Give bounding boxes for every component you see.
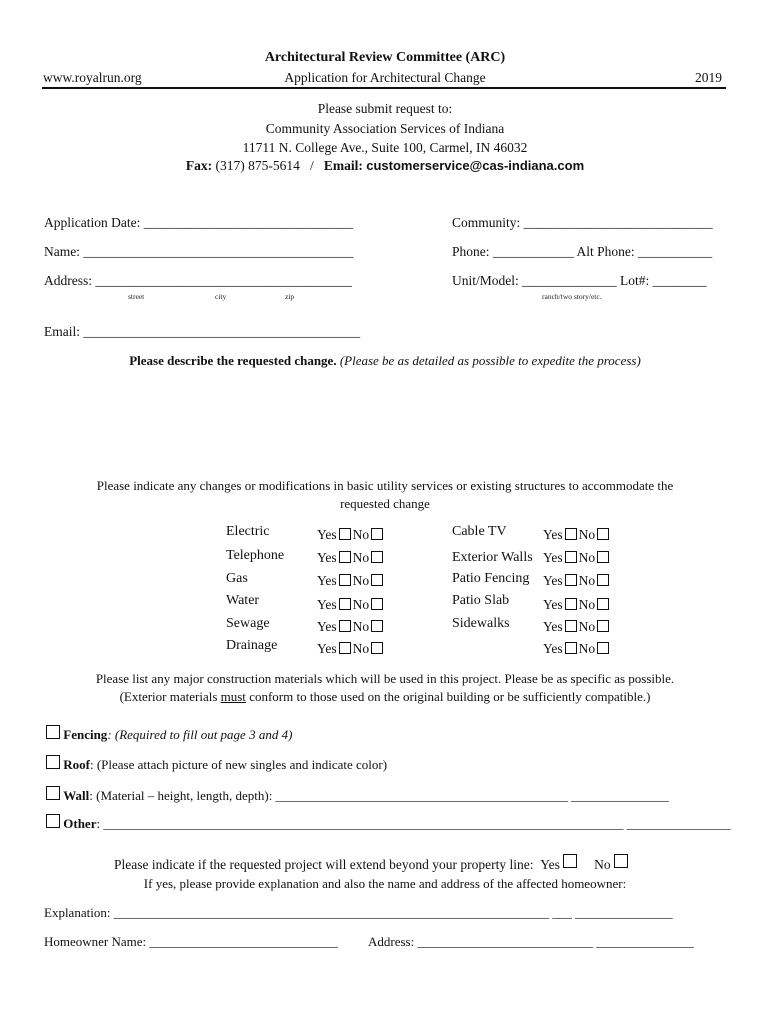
community-field[interactable]: Community: ____________________________ <box>452 215 713 230</box>
website: www.royalrun.org <box>43 70 142 85</box>
no-checkbox[interactable] <box>371 642 383 654</box>
yes-label: Yes <box>317 597 337 612</box>
no-checkbox[interactable] <box>597 551 609 563</box>
form-title: Architectural Review Committee (ARC) <box>264 50 506 65</box>
yes-checkbox[interactable] <box>339 620 351 632</box>
form-subtitle: Application for Architectural Change <box>284 70 486 85</box>
materials-line-2-post: conform to those used on the original building or be sufficiently compatible.) <box>245 689 651 704</box>
submit-line-2: Community Association Services of Indiana <box>265 121 505 136</box>
homeowner-address-field[interactable]: Address: ___________________________ _______________ <box>368 934 694 949</box>
fencing-label: Fencing <box>63 727 108 742</box>
wall-note[interactable]: : (Material – height, length, depth): _____________________________________________ _______________ <box>89 788 669 803</box>
roof-note: : (Please attach picture of new singles and indicate color) <box>89 757 388 772</box>
city-hint: city <box>215 292 227 301</box>
property-yes-checkbox[interactable] <box>563 854 577 868</box>
yes-label: Yes <box>317 527 337 542</box>
utility-right-yes-no <box>543 550 611 566</box>
no-label: No <box>352 619 370 634</box>
email-field[interactable]: Email: _________________________________________ <box>44 324 361 339</box>
no-checkbox[interactable] <box>597 642 609 654</box>
no-checkbox[interactable] <box>597 598 609 610</box>
fax-label: Fax: <box>185 158 213 173</box>
property-yes-label: Yes <box>540 857 560 872</box>
wall-label: Wall <box>63 788 90 803</box>
yes-checkbox[interactable] <box>565 528 577 540</box>
yes-label: Yes <box>317 619 337 634</box>
utility-right-label: Cable TV <box>452 524 507 539</box>
utility-left-yes-no <box>317 527 385 543</box>
fencing-note: : (Required to fill out page 3 and 4) <box>107 727 293 742</box>
roof-checkbox[interactable] <box>46 755 60 769</box>
fencing-checkbox[interactable] <box>46 725 60 739</box>
header-divider <box>42 87 726 89</box>
utility-left-yes-no <box>317 597 385 613</box>
utility-right-label: Patio Fencing <box>452 571 530 586</box>
contact-line <box>0 158 770 174</box>
yes-checkbox[interactable] <box>339 528 351 540</box>
other-label: Other <box>63 816 97 831</box>
yes-checkbox[interactable] <box>339 574 351 586</box>
zip-hint: zip <box>285 292 295 301</box>
yes-checkbox[interactable] <box>565 574 577 586</box>
yes-label: Yes <box>543 597 563 612</box>
yes-label: Yes <box>317 573 337 588</box>
yes-checkbox[interactable] <box>339 642 351 654</box>
no-label: No <box>352 597 370 612</box>
wall-checkbox[interactable] <box>46 786 60 800</box>
utility-left-yes-no <box>317 550 385 566</box>
yes-label: Yes <box>543 619 563 634</box>
yes-checkbox[interactable] <box>339 551 351 563</box>
no-label: No <box>352 550 370 565</box>
utility-left-yes-no <box>317 641 385 657</box>
utility-left-label: Telephone <box>226 548 285 563</box>
no-label: No <box>352 573 370 588</box>
contact-separator: / <box>309 158 314 173</box>
describe-prompt <box>0 353 770 369</box>
no-checkbox[interactable] <box>371 620 383 632</box>
utility-left-label: Sewage <box>226 616 270 631</box>
submit-line-1: Please submit request to: <box>317 101 453 116</box>
yes-checkbox[interactable] <box>565 642 577 654</box>
no-checkbox[interactable] <box>597 528 609 540</box>
property-question-row <box>114 854 628 873</box>
property-no-checkbox[interactable] <box>614 854 628 868</box>
utility-left-label: Electric <box>226 524 270 539</box>
yes-checkbox[interactable] <box>565 598 577 610</box>
materials-line-2 <box>0 689 770 705</box>
utilities-intro-2: requested change <box>340 496 430 511</box>
yes-label: Yes <box>543 641 563 656</box>
form-year: 2019 <box>695 70 722 85</box>
utility-left-label: Water <box>226 593 260 608</box>
description-area[interactable] <box>44 374 724 470</box>
fencing-row <box>46 725 292 743</box>
materials-line-2-pre: (Exterior materials <box>119 689 221 704</box>
other-row <box>46 814 731 832</box>
no-checkbox[interactable] <box>371 528 383 540</box>
utility-right-yes-no <box>543 597 611 613</box>
name-field[interactable]: Name: ________________________________________ <box>44 244 354 259</box>
yes-label: Yes <box>543 527 563 542</box>
materials-must: must <box>220 689 246 704</box>
application-date-field[interactable]: Application Date: _______________________________ <box>44 215 353 230</box>
no-checkbox[interactable] <box>597 574 609 586</box>
utility-left-label: Gas <box>226 571 248 586</box>
no-label: No <box>578 597 596 612</box>
yes-checkbox[interactable] <box>565 620 577 632</box>
no-label: No <box>352 641 370 656</box>
phone-field[interactable]: Phone: ____________ Alt Phone: ___________ <box>452 244 713 259</box>
utility-left-yes-no <box>317 619 385 635</box>
yes-label: Yes <box>317 550 337 565</box>
materials-line-1: Please list any major construction materials which will be used in this project. Please be as specific as possible. <box>95 671 675 686</box>
unit-hint: ranch/two story/etc. <box>542 292 602 301</box>
property-question: Please indicate if the requested project will extend beyond your property line: <box>114 857 534 872</box>
no-label: No <box>578 550 596 565</box>
describe-italic: (Please be as detailed as possible to expedite the process) <box>339 353 641 368</box>
utilities-intro-1: Please indicate any changes or modifications in basic utility services or existing structures to accommodate the <box>96 478 674 493</box>
no-checkbox[interactable] <box>371 551 383 563</box>
explanation-field[interactable]: Explanation: ___________________________________________________________________ ___ _______________ <box>44 905 673 920</box>
utility-right-yes-no <box>543 641 611 657</box>
utility-right-yes-no <box>543 527 611 543</box>
no-label: No <box>352 527 370 542</box>
yes-label: Yes <box>543 573 563 588</box>
unit-model-field[interactable]: Unit/Model: ______________ Lot#: ________ <box>452 273 707 288</box>
homeowner-name-field[interactable]: Homeowner Name: _____________________________ <box>44 934 338 949</box>
wall-row <box>46 786 669 804</box>
email-link[interactable]: customerservice@cas-indiana.com <box>366 158 585 173</box>
utility-right-label: Patio Slab <box>452 593 510 608</box>
yes-label: Yes <box>317 641 337 656</box>
utility-left-yes-no <box>317 573 385 589</box>
no-label: No <box>578 619 596 634</box>
utility-right-label: Exterior Walls <box>452 550 533 565</box>
utility-left-label: Drainage <box>226 638 278 653</box>
yes-checkbox[interactable] <box>565 551 577 563</box>
submit-line-3: 11711 N. College Ave., Suite 100, Carmel, IN 46032 <box>242 140 528 155</box>
no-checkbox[interactable] <box>597 620 609 632</box>
property-followup: If yes, please provide explanation and also the name and address of the affected homeowner: <box>143 876 627 891</box>
property-no-label: No <box>594 857 611 872</box>
roof-row <box>46 755 387 773</box>
utility-right-label: Sidewalks <box>452 616 510 631</box>
no-label: No <box>578 573 596 588</box>
utility-right-yes-no <box>543 619 611 635</box>
fax-value: (317) 875-5614 <box>215 158 300 173</box>
no-label: No <box>578 527 596 542</box>
address-field[interactable]: Address: ______________________________________ <box>44 273 352 288</box>
describe-bold: Please describe the requested change. <box>129 353 337 368</box>
yes-checkbox[interactable] <box>339 598 351 610</box>
roof-label: Roof <box>63 757 90 772</box>
street-hint: street <box>128 292 145 301</box>
no-label: No <box>578 641 596 656</box>
other-checkbox[interactable] <box>46 814 60 828</box>
other-note[interactable]: : ________________________________________________________________________________ ________________ <box>96 816 731 831</box>
yes-label: Yes <box>543 550 563 565</box>
no-checkbox[interactable] <box>371 598 383 610</box>
utility-right-yes-no <box>543 573 611 589</box>
email-label: Email: <box>323 158 363 173</box>
no-checkbox[interactable] <box>371 574 383 586</box>
